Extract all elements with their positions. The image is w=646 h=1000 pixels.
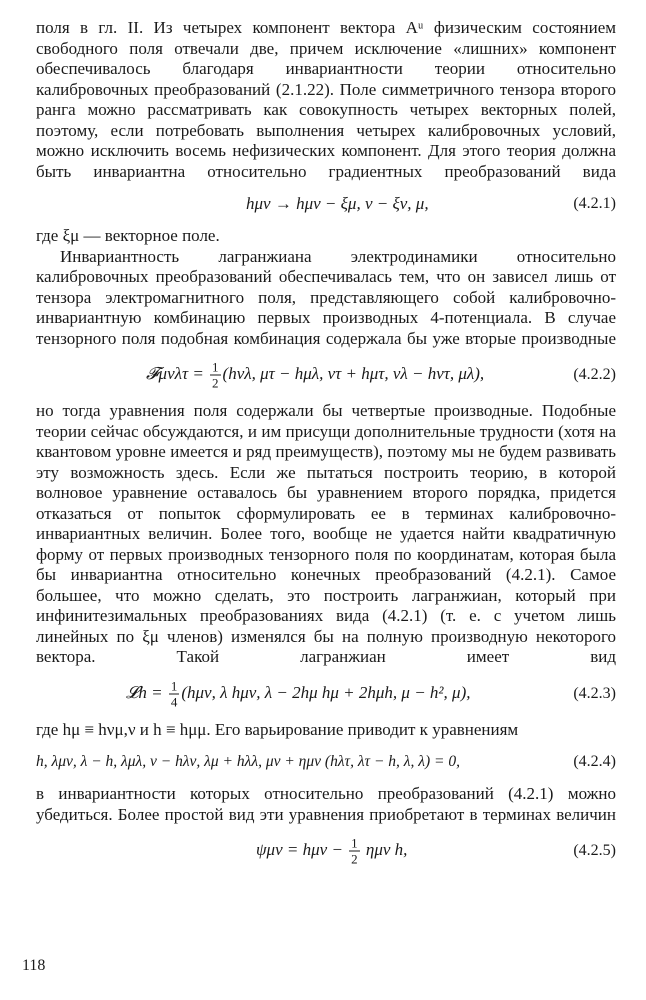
paragraph-4: но тогда уравнения поля содержали бы четвертые производные. Подобные теории сейчас обсуждаются, и им присущи дополнительные трудности (хотя на квантовом уровне имеется и ряд преимуществ), поэтому мы не будем развивать эту возможность здесь. Если же пытаться построить теорию, в которой волновое уравнение оставалось бы уравнением второго порядка, придется отказаться от попыток сформулировать ее в терминах калибровочно-инвариантных величин. Более того, вообще не удается найти квадратичную форму от первых производных тензорного поля по координатам, которая была бы инвариантна относительно конечных преобразований (4.2.1). Самое большее, что можно сделать, это построить лагранжиан, который при инфинитезимальных преобразованиях вида (4.2.1) (т. е. с учетом лишь линейных по ξμ членов) изменялся бы на полную производную некоторого вектора. Такой лагранжиан имеет вид <box>36 401 616 666</box>
equation-4-2-2 <box>36 351 616 399</box>
fraction-denominator: 2 <box>351 851 358 867</box>
equation-4-2-3 <box>36 670 616 718</box>
page-number: 118 <box>22 957 46 974</box>
equation-number: (4.2.2) <box>573 365 616 383</box>
fraction-denominator: 2 <box>212 375 219 391</box>
equation-right: ημν h, <box>361 839 408 859</box>
fraction <box>349 836 360 867</box>
equation-body <box>126 678 470 709</box>
fraction <box>169 678 180 709</box>
equation-right: (hνλ, μτ − hμλ, ντ + hμτ, νλ − hντ, μλ), <box>222 363 485 383</box>
fraction-numerator: 1 <box>351 835 358 851</box>
equation-number: (4.2.1) <box>573 194 616 212</box>
equation-body: hμν → hμν − ξμ, ν − ξν, μ, <box>246 193 429 213</box>
equation-right: (hμν, λ hμν, λ − 2hμ hμ + 2hμh, μ − h², μ), <box>181 682 471 702</box>
paragraph-5: где hμ ≡ hνμ,ν и h ≡ hμμ. Его варьирование приводит к уравнениям <box>36 719 519 739</box>
paragraph-6: в инвариантности которых относительно преобразований (4.2.1) можно убедиться. Более простой вид эти уравнения приобретают в терминах величин <box>36 784 616 824</box>
equation-body <box>256 836 407 867</box>
equation-4-2-5 <box>36 827 616 875</box>
equation-body: h, λμν, λ − h, λμλ, ν − hλν, λμ + hλλ, μν + ημν (hλτ, λτ − h, λ, λ) = 0, <box>36 752 460 770</box>
fraction <box>210 360 221 391</box>
equation-left: 𝓛h = <box>126 682 167 702</box>
paragraph-3: Инвариантность лагранжиана электродинамики относительно калибровочных преобразований обеспечивалась тем, что он зависел лишь от тензора электромагнитного поля, представляющего собой калибровочно-инвариантную комбинацию первых производных 4-потенциала. В случае тензорного поля подобная комбинация содержала бы уже вторые производные <box>36 246 616 348</box>
equation-4-2-4 <box>36 742 616 782</box>
fraction-numerator: 1 <box>212 359 219 375</box>
fraction-numerator: 1 <box>170 678 178 693</box>
equation-4-2-1 <box>36 184 616 224</box>
equation-left: ψμν = hμν − <box>256 839 348 859</box>
equation-body <box>146 360 484 391</box>
equation-left: 𝓕μνλτ = <box>146 363 209 383</box>
paragraph-1: поля в гл. II. Из четырех компонент вектора Aᵘ физическим состоянием свободного поля отвечали две, причем исключение «лишних» компонент обеспечивалось благодаря инвариантности теории относительно калибровочных преобразований (2.1.22). Поле симметричного тензора второго ранга можно рассматривать как совокупность четырех векторных полей, поэтому, если потребовать выполнения четырех калибровочных условий, можно исключить восемь нефизических компонент. Для этого теория должна быть инвариантна относительно градиентных преобразований вида <box>36 18 616 181</box>
paragraph-2: где ξμ — векторное поле. <box>36 226 220 245</box>
equation-number: (4.2.5) <box>573 841 616 859</box>
equation-number: (4.2.4) <box>573 752 616 770</box>
fraction-denominator: 4 <box>170 694 178 709</box>
equation-number: (4.2.3) <box>573 684 616 702</box>
page-body <box>36 18 616 877</box>
